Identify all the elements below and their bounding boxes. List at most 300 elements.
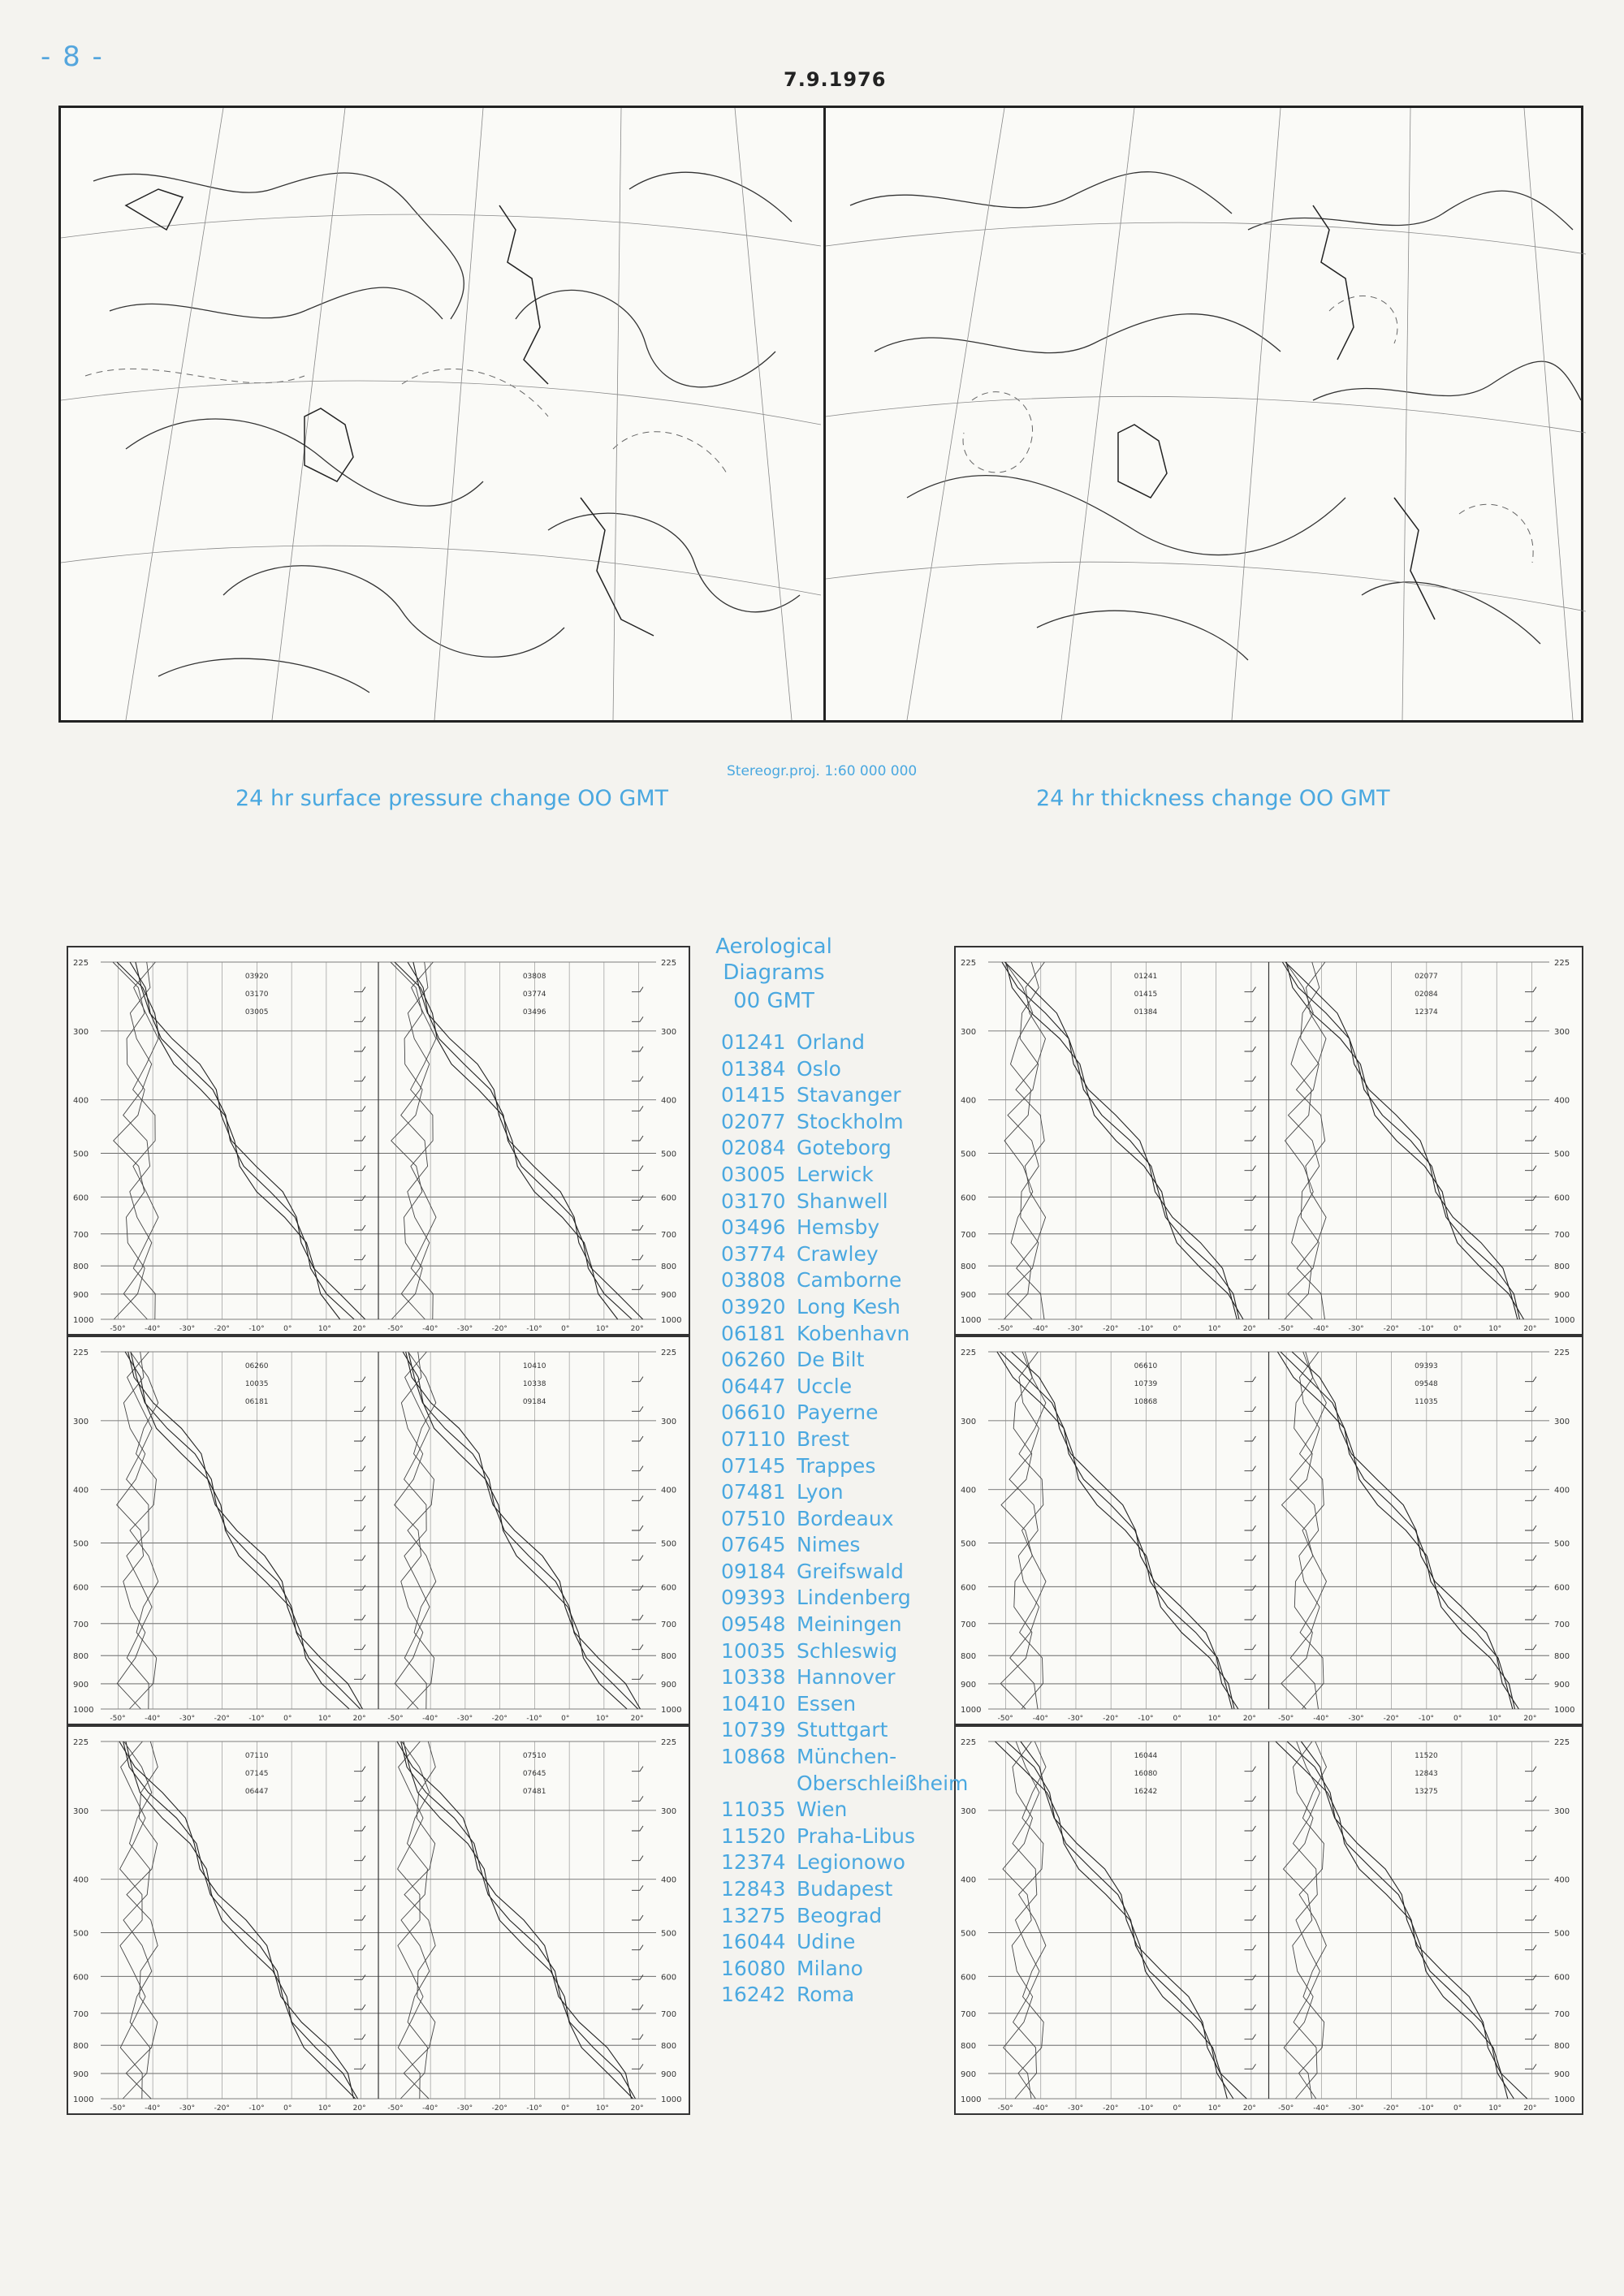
station-name: Lindenberg (797, 1586, 911, 1610)
station-item (721, 1849, 968, 1876)
diagram-svg (956, 1727, 1582, 2113)
wind-barb (632, 2035, 643, 2039)
pressure-label: 600 (661, 1583, 677, 1593)
wind-barb (1245, 1077, 1256, 1081)
pressure-label: 700 (73, 1230, 89, 1240)
temperature-label: -40° (1313, 1325, 1329, 1333)
wind-barb (632, 1406, 643, 1411)
temperature-label: -40° (422, 1715, 438, 1723)
pressure-label: 400 (661, 1486, 677, 1495)
wind-barb (632, 1166, 643, 1171)
temperature-label: -50° (1278, 1715, 1294, 1723)
station-code: 03005 (721, 1162, 786, 1186)
aerological-time: 00 GMT (733, 989, 814, 1013)
station-name: Camborne (797, 1268, 902, 1293)
pressure-label: 800 (1554, 2042, 1570, 2052)
pressure-label: 900 (661, 1290, 677, 1300)
wind-barb (1525, 1495, 1536, 1500)
pressure-label: 900 (661, 1680, 677, 1690)
temperature-label: -40° (145, 2104, 161, 2113)
station-code: 12843 (721, 1877, 786, 1901)
station-name: Oslo (797, 1056, 841, 1081)
station-item (721, 1479, 968, 1506)
pressure-label: 1000 (661, 1316, 682, 1325)
station-item (721, 1426, 968, 1453)
station-name: Greifswald (797, 1559, 904, 1583)
wind-barb (1525, 1826, 1536, 1831)
station-item (721, 1797, 968, 1823)
station-list (721, 1029, 968, 2009)
pressure-label: 800 (961, 1652, 977, 1662)
temperature-label: 20° (352, 1325, 366, 1333)
panel-station-code: 10739 (1134, 1380, 1158, 1388)
station-code: 10410 (721, 1691, 786, 1716)
panel-station-code: 02084 (1415, 990, 1438, 999)
pressure-label: 225 (661, 1349, 677, 1357)
temperature-label: -20° (1103, 2104, 1119, 2113)
aerological-diagram (954, 1725, 1583, 2115)
wind-barb (354, 1674, 365, 1679)
pressure-label: 600 (1554, 1193, 1570, 1203)
pressure-label: 225 (1554, 1738, 1570, 1747)
pressure-label: 500 (661, 1150, 677, 1159)
pressure-label: 400 (661, 1875, 677, 1885)
pressure-label: 600 (961, 1973, 977, 1983)
pressure-label: 300 (1554, 1027, 1570, 1037)
temperature-label: -50° (1278, 2104, 1294, 2113)
wind-barb (1245, 1495, 1256, 1500)
wind-barb (1245, 1436, 1256, 1441)
wind-barb (1245, 1556, 1256, 1560)
panel-station-code: 06447 (244, 1788, 269, 1796)
wind-barb (1525, 1674, 1536, 1679)
station-item (721, 1347, 968, 1374)
pressure-label: 225 (1554, 1349, 1570, 1357)
station-name: Stockholm (797, 1109, 904, 1133)
pressure-label: 400 (1554, 1875, 1570, 1885)
wind-barb (1245, 1225, 1256, 1230)
temperature-label: 20° (630, 2104, 644, 2113)
temperature-label: 10° (595, 1325, 609, 1333)
wind-barb (1525, 1466, 1536, 1471)
temperature-label: 0° (1453, 1715, 1462, 1723)
station-code: 16080 (721, 1956, 786, 1980)
temperature-label: 10° (317, 2104, 331, 2113)
station-name: Kobenhavn (797, 1321, 910, 1345)
station-name: Budapest (797, 1877, 893, 1901)
aerological-title-line2: Diagrams (723, 960, 825, 985)
wind-barb (632, 1585, 643, 1590)
pressure-label: 700 (1554, 1230, 1570, 1240)
wind-barb (632, 987, 643, 992)
panel-station-code: 10338 (522, 1380, 546, 1388)
aerological-diagram (67, 1725, 690, 2115)
temperature-label: -20° (491, 1325, 508, 1333)
wind-barb (354, 1767, 365, 1772)
temperature-label: 0° (1173, 1325, 1181, 1333)
wind-barb (354, 1195, 365, 1200)
temperature-label: 10° (1207, 2104, 1221, 2113)
wind-barb (354, 1945, 365, 1950)
wind-barb (1525, 1945, 1536, 1950)
panel-station-code: 12374 (1415, 1008, 1438, 1016)
temperature-label: -30° (1348, 2104, 1364, 2113)
temperature-label: -50° (110, 1325, 126, 1333)
station-item (721, 1717, 968, 1744)
station-item (721, 1612, 968, 1638)
panel-station-code: 07481 (522, 1788, 546, 1796)
pressure-label: 300 (73, 1027, 89, 1037)
pressure-label: 400 (73, 1096, 89, 1106)
temperature-label: 0° (1453, 2104, 1462, 2113)
wind-barb (354, 1377, 365, 1382)
panel-station-code: 06181 (244, 1398, 269, 1406)
pressure-label: 500 (73, 1929, 89, 1939)
temperature-label: -20° (1103, 1325, 1119, 1333)
wind-barb (1525, 1645, 1536, 1650)
aerological-title-line1: Aerological (715, 934, 832, 959)
station-name: Udine (797, 1930, 856, 1954)
station-name: Long Kesh (797, 1294, 901, 1318)
temperature-label: -10° (248, 1715, 265, 1723)
wind-barb (354, 1047, 365, 1051)
station-name: Hemsby (797, 1215, 880, 1240)
pressure-label: 225 (961, 1738, 977, 1747)
pressure-label: 600 (73, 1583, 89, 1593)
weather-maps (58, 106, 1583, 723)
wind-barb (1245, 1377, 1256, 1382)
panel-station-code: 12843 (1415, 1770, 1438, 1778)
temperature-label: -50° (997, 1715, 1013, 1723)
wind-barb (354, 1466, 365, 1471)
pressure-label: 900 (1554, 1290, 1570, 1300)
station-code: 06181 (721, 1321, 786, 1345)
temperature-label: -10° (248, 1325, 265, 1333)
wind-barb (354, 987, 365, 992)
temperature-label: 0° (283, 2104, 292, 2113)
temperature-label: -40° (1032, 2104, 1048, 2113)
wind-barb (632, 1377, 643, 1382)
panel-station-code: 16080 (1134, 1770, 1158, 1778)
panel-station-code: 09393 (1415, 1362, 1438, 1370)
station-code: 03170 (721, 1189, 786, 1213)
wind-barb (632, 1495, 643, 1500)
station-item (721, 1929, 968, 1956)
wind-barb (1525, 1796, 1536, 1801)
wind-barb (1245, 1615, 1256, 1620)
panel-station-code: 03774 (522, 990, 546, 999)
wind-barb (1525, 1225, 1536, 1230)
wind-barb (632, 1077, 643, 1081)
pressure-label: 225 (73, 959, 89, 968)
pressure-label: 1000 (661, 1706, 682, 1715)
pressure-label: 700 (1554, 2009, 1570, 2019)
wind-barb (1245, 1406, 1256, 1411)
station-name-cont: Oberschleißheim (797, 1771, 969, 1795)
wind-barb (1525, 1047, 1536, 1051)
pressure-label: 700 (961, 1620, 977, 1629)
station-name: München- (797, 1745, 897, 1769)
wind-barb (1525, 1885, 1536, 1890)
panel-station-code: 07110 (244, 1752, 269, 1760)
station-code: 12374 (721, 1850, 786, 1875)
pressure-label: 900 (961, 1290, 977, 1300)
pressure-label: 800 (661, 1262, 677, 1272)
temperature-label: -40° (1032, 1715, 1048, 1723)
wind-barb (354, 1615, 365, 1620)
station-code: 10739 (721, 1718, 786, 1742)
temperature-label: 20° (352, 2104, 366, 2113)
pressure-label: 900 (1554, 1680, 1570, 1690)
wind-barb (1525, 1284, 1536, 1289)
temperature-label: 10° (1488, 1715, 1502, 1723)
panel-station-code: 06260 (244, 1362, 269, 1370)
station-code: 16044 (721, 1930, 786, 1954)
station-code: 09548 (721, 1612, 786, 1637)
pressure-label: 600 (961, 1193, 977, 1203)
station-name: Payerne (797, 1400, 879, 1425)
wind-barb (1245, 1767, 1256, 1772)
pressure-label: 900 (73, 1290, 89, 1300)
wind-barb (354, 1915, 365, 1920)
wind-barb (1245, 1466, 1256, 1471)
wind-barb (632, 1466, 643, 1471)
pressure-label: 500 (73, 1150, 89, 1159)
wind-barb (354, 1645, 365, 1650)
pressure-label: 300 (961, 1417, 977, 1426)
pressure-label: 700 (661, 1230, 677, 1240)
temperature-label: -40° (1313, 2104, 1329, 2113)
wind-barb (632, 1195, 643, 1200)
station-item (721, 1029, 968, 1056)
pressure-label: 300 (73, 1417, 89, 1426)
station-item (721, 1267, 968, 1294)
station-item (721, 1400, 968, 1426)
wind-barb (354, 1225, 365, 1230)
wind-barb (1245, 2035, 1256, 2039)
station-item (721, 1109, 968, 1136)
panel-station-code: 07645 (522, 1770, 546, 1778)
wind-barb (1245, 1915, 1256, 1920)
wind-barb (354, 1796, 365, 1801)
panel-station-code: 06610 (1134, 1362, 1158, 1370)
panel-station-code: 16242 (1134, 1788, 1158, 1796)
wind-barb (1245, 1136, 1256, 1141)
wind-barb (1245, 1645, 1256, 1650)
pressure-label: 300 (1554, 1417, 1570, 1426)
pressure-label: 400 (1554, 1096, 1570, 1106)
station-name: Crawley (797, 1241, 879, 1266)
station-name: Legionowo (797, 1850, 905, 1875)
wind-barb (1525, 1077, 1536, 1081)
station-code: 03496 (721, 1215, 786, 1240)
station-name: Wien (797, 1798, 848, 1822)
wind-barb (354, 1436, 365, 1441)
wind-barb (1245, 1796, 1256, 1801)
pressure-label: 225 (73, 1738, 89, 1747)
wind-barb (354, 1495, 365, 1500)
pressure-label: 1000 (73, 2095, 94, 2104)
pressure-label: 600 (73, 1193, 89, 1203)
station-name: Lyon (797, 1480, 844, 1504)
temperature-label: 0° (1453, 1325, 1462, 1333)
temperature-label: -10° (1138, 1715, 1154, 1723)
temperature-label: 0° (1173, 1715, 1181, 1723)
wind-barb (1525, 1856, 1536, 1861)
temperature-label: -30° (1348, 1325, 1364, 1333)
temperature-label: 0° (561, 1325, 570, 1333)
station-item (721, 1162, 968, 1189)
wind-barb (1245, 1284, 1256, 1289)
station-name: Bordeaux (797, 1506, 894, 1530)
temperature-label: -30° (456, 2104, 473, 2113)
wind-barb (354, 1556, 365, 1560)
station-item (721, 1559, 968, 1586)
wind-barb (632, 1047, 643, 1051)
panel-station-code: 09184 (522, 1398, 546, 1406)
station-item (721, 1506, 968, 1533)
wind-barb (1525, 1106, 1536, 1111)
pressure-label: 600 (1554, 1973, 1570, 1983)
station-code: 03774 (721, 1241, 786, 1266)
station-item (721, 1982, 968, 2009)
pressure-label: 600 (661, 1973, 677, 1983)
wind-barb (1525, 1136, 1536, 1141)
station-code: 01415 (721, 1083, 786, 1107)
wind-barb (632, 1136, 643, 1141)
pressure-label: 800 (73, 1262, 89, 1272)
wind-barb (1525, 1436, 1536, 1441)
wind-barb (1525, 2005, 1536, 2009)
temperature-label: -50° (997, 1325, 1013, 1333)
panel-station-code: 13275 (1415, 1788, 1438, 1796)
pressure-label: 700 (661, 2009, 677, 2019)
pressure-label: 1000 (1554, 2095, 1575, 2104)
temperature-label: -50° (387, 2104, 404, 2113)
pressure-label: 700 (661, 1620, 677, 1629)
station-item (721, 1135, 968, 1162)
pressure-label: 500 (961, 1929, 977, 1939)
temperature-label: -30° (1067, 1325, 1084, 1333)
pressure-label: 700 (961, 1230, 977, 1240)
panel-station-code: 10868 (1134, 1398, 1158, 1406)
station-item (721, 1585, 968, 1612)
temperature-label: -40° (145, 1325, 161, 1333)
temperature-label: 20° (1523, 1715, 1537, 1723)
pressure-label: 1000 (1554, 1316, 1575, 1325)
station-code: 07481 (721, 1480, 786, 1504)
wind-barb (354, 1526, 365, 1530)
diagram-svg (956, 947, 1582, 1334)
station-code: 10338 (721, 1665, 786, 1690)
pressure-label: 225 (73, 1349, 89, 1357)
station-item (721, 1664, 968, 1691)
temperature-label: -10° (526, 1715, 542, 1723)
pressure-label: 500 (1554, 1929, 1570, 1939)
wind-barb (1525, 1195, 1536, 1200)
temperature-label: 20° (352, 1715, 366, 1723)
wind-barb (354, 1106, 365, 1111)
temperature-label: 20° (1242, 1325, 1256, 1333)
temperature-label: 0° (283, 1325, 292, 1333)
temperature-label: -50° (1278, 1325, 1294, 1333)
pressure-label: 400 (73, 1486, 89, 1495)
pressure-label: 500 (661, 1539, 677, 1549)
station-code: 11035 (721, 1798, 786, 1822)
pressure-label: 500 (961, 1539, 977, 1549)
station-name: Brest (797, 1426, 850, 1451)
pressure-label: 900 (661, 2069, 677, 2079)
pressure-label: 700 (1554, 1620, 1570, 1629)
wind-barb (354, 1136, 365, 1141)
wind-barb (354, 1166, 365, 1171)
wind-barb (354, 1077, 365, 1081)
temperature-label: -20° (214, 1325, 230, 1333)
temperature-label: -50° (387, 1715, 404, 1723)
wind-barb (1525, 1585, 1536, 1590)
pressure-label: 800 (73, 2042, 89, 2052)
pressure-label: 800 (1554, 1652, 1570, 1662)
wind-barb (632, 1856, 643, 1861)
panel-station-code: 09548 (1415, 1380, 1438, 1388)
wind-barb (1245, 1826, 1256, 1831)
station-code: 01241 (721, 1030, 786, 1054)
wind-barb (354, 2064, 365, 2069)
station-code: 11520 (721, 1823, 786, 1848)
pressure-label: 900 (961, 2069, 977, 2079)
pressure-label: 225 (661, 1738, 677, 1747)
pressure-label: 800 (961, 2042, 977, 2052)
panel-station-code: 16044 (1134, 1752, 1158, 1760)
temperature-label: -10° (1418, 1715, 1435, 1723)
temperature-label: 20° (1523, 2104, 1537, 2113)
pressure-label: 300 (1554, 1806, 1570, 1816)
temperature-label: -10° (1138, 1325, 1154, 1333)
station-name: Orland (797, 1030, 865, 1054)
station-name: Praha-Libus (797, 1823, 916, 1848)
wind-barb (1245, 1016, 1256, 1021)
wind-barb (354, 1826, 365, 1831)
temperature-label: 20° (630, 1715, 644, 1723)
diagram-svg (68, 1337, 689, 1724)
pressure-label: 225 (661, 959, 677, 968)
pressure-label: 400 (73, 1875, 89, 1885)
station-code: 03808 (721, 1268, 786, 1293)
temperature-label: -30° (179, 2104, 196, 2113)
wind-barb (632, 1106, 643, 1111)
diagram-svg (68, 947, 689, 1334)
wind-barb (354, 1585, 365, 1590)
station-code: 06260 (721, 1348, 786, 1372)
pressure-label: 300 (73, 1806, 89, 1816)
station-name: Essen (797, 1691, 857, 1716)
pressure-label: 300 (661, 1027, 677, 1037)
wind-barb (1525, 1526, 1536, 1530)
pressure-label: 225 (961, 1349, 977, 1357)
aerological-diagram (67, 946, 690, 1336)
station-name: Shanwell (797, 1189, 888, 1213)
temperature-label: 20° (1242, 2104, 1256, 2113)
station-item (721, 1453, 968, 1480)
temperature-label: 20° (1242, 1715, 1256, 1723)
station-name: Uccle (797, 1374, 853, 1398)
wind-barb (632, 1826, 643, 1831)
temperature-label: -30° (1348, 1715, 1364, 1723)
pressure-label: 500 (1554, 1539, 1570, 1549)
station-code: 02077 (721, 1109, 786, 1133)
station-item (721, 1744, 968, 1797)
station-code: 03920 (721, 1294, 786, 1318)
